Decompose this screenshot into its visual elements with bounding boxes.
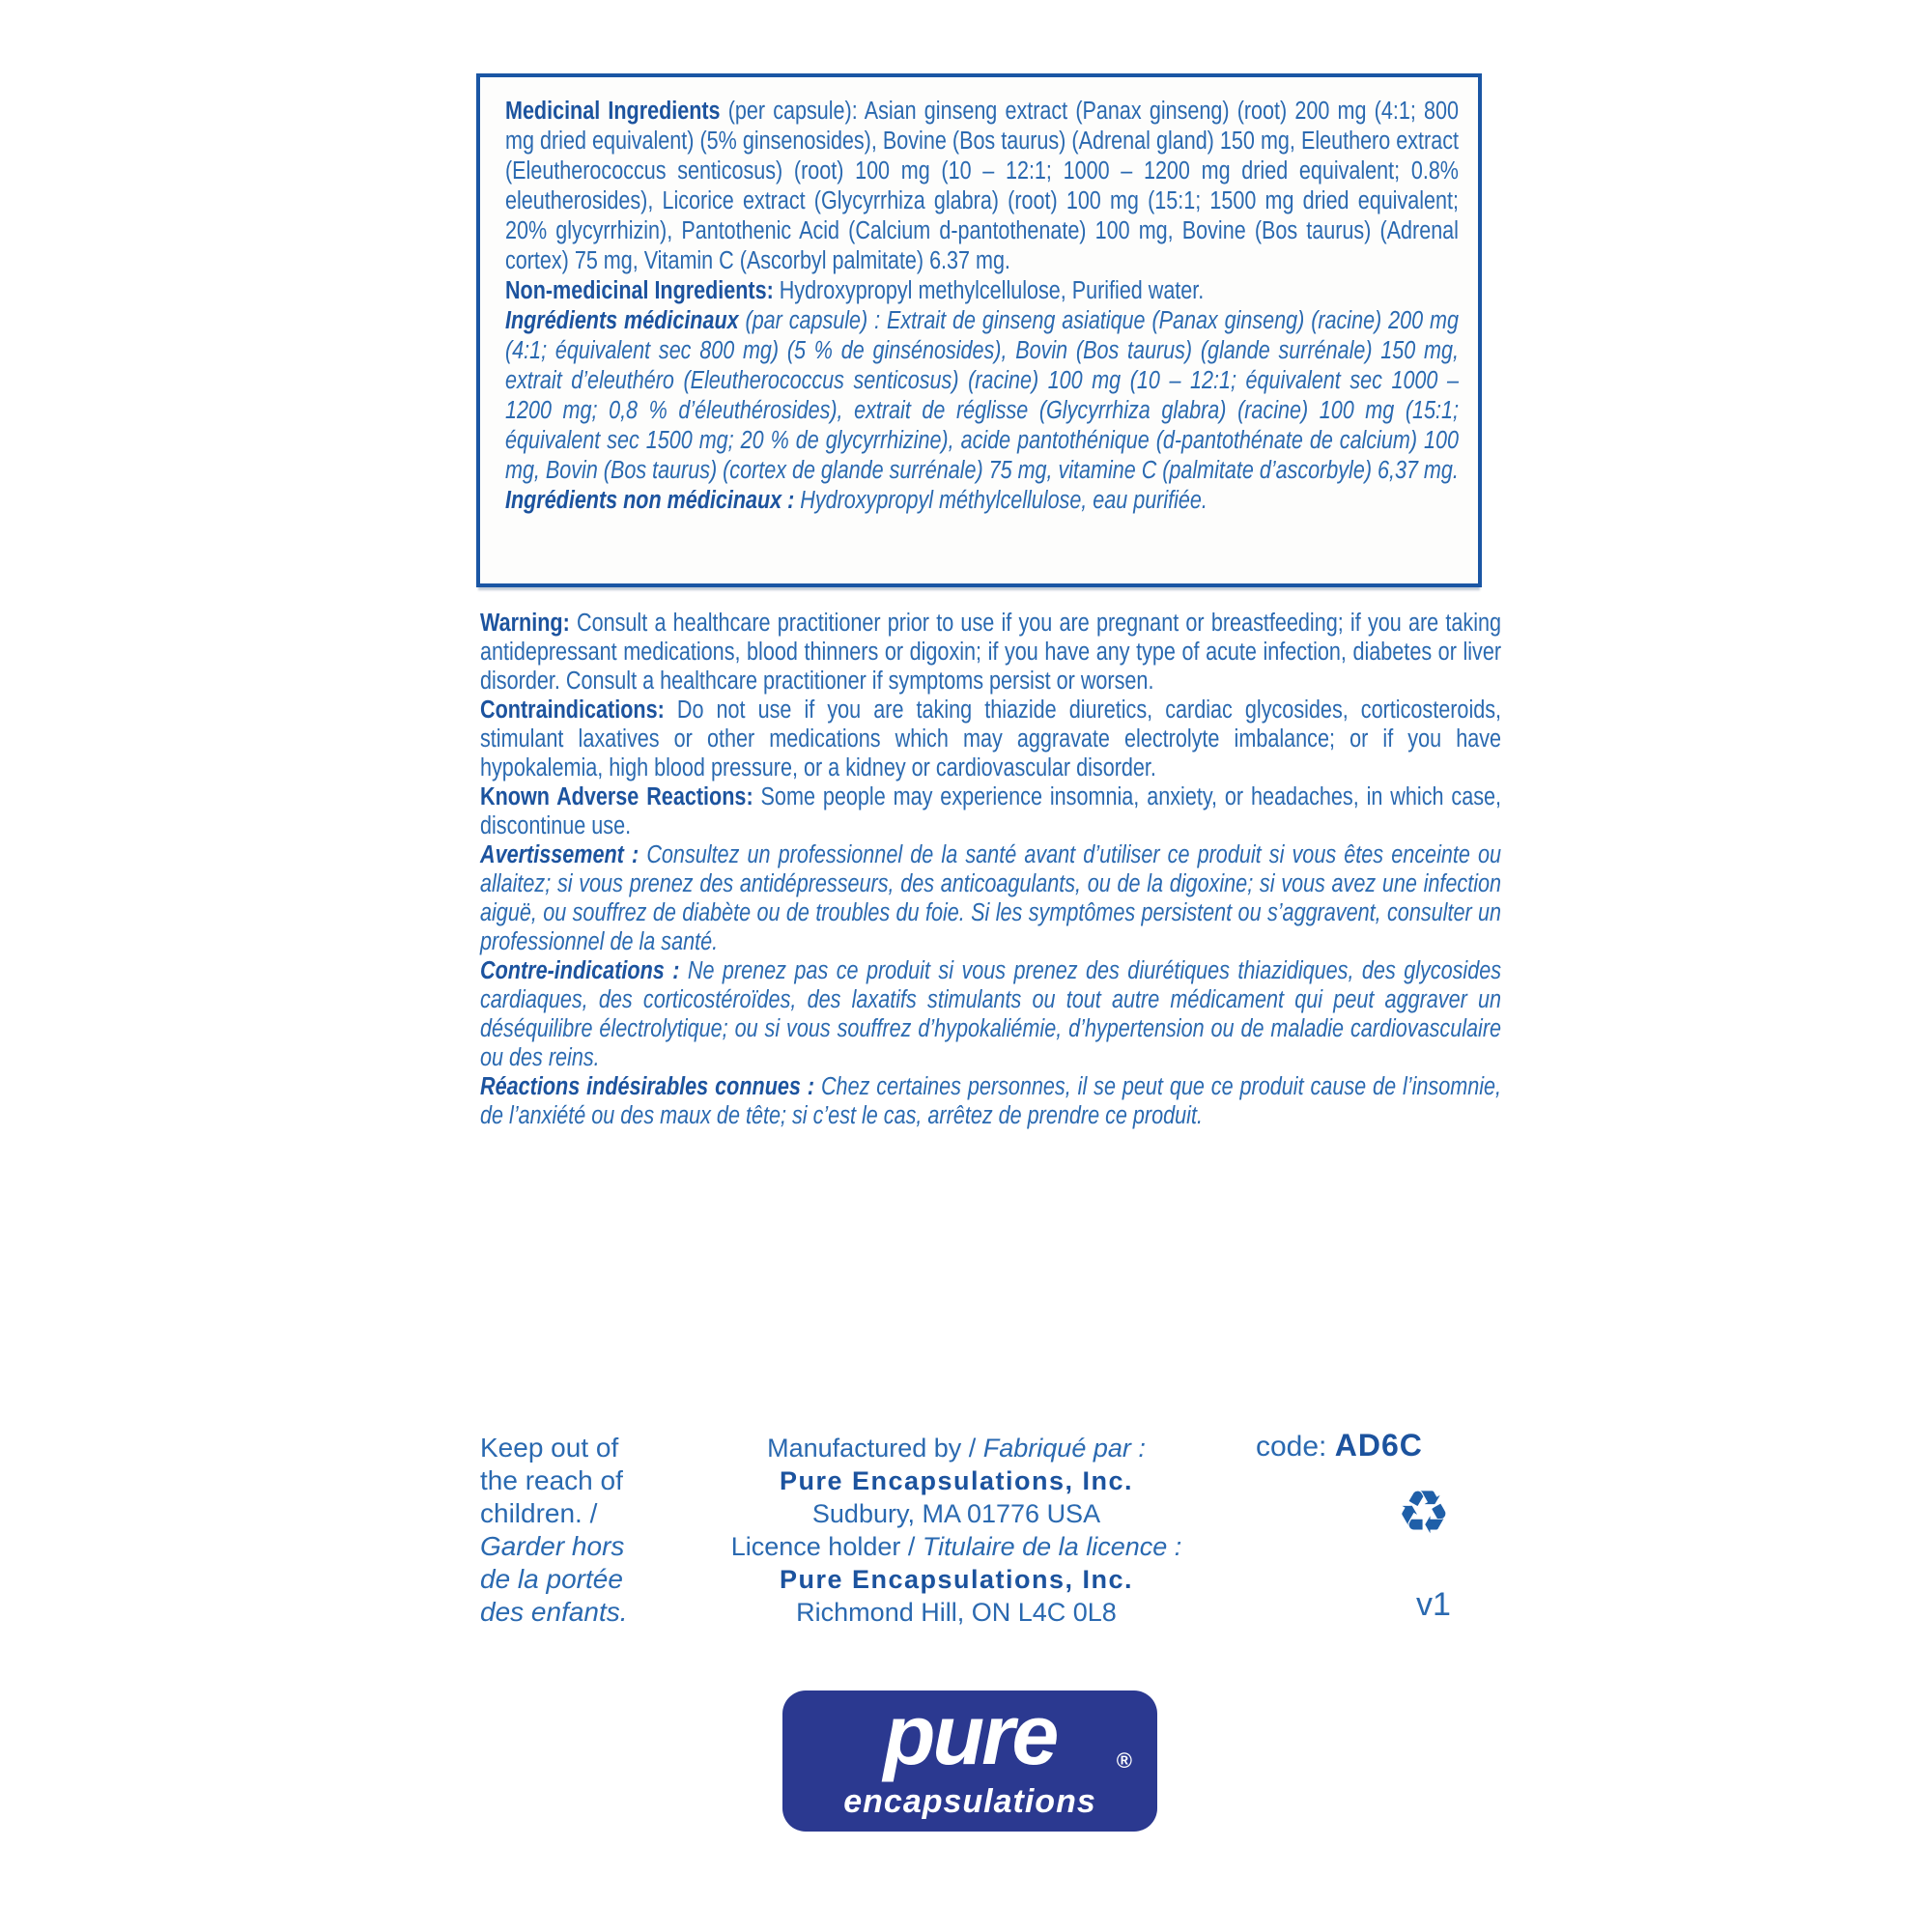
logo-wordmark-encapsulations: encapsulations [843,1783,1096,1820]
warnings-block [480,609,1500,1208]
product-code-label: code: [1256,1431,1327,1463]
section-body: Consultez un professionnel de la santé avant d’utiliser ce produit si vous êtes enceinte ou allaitez; si vous prenez des antidépresseurs, des anticoagulants, ou de la digoxine; si vous avez une infection aiguë, ou souffrez de diabète ou de troubles du foie. Si les symptômes persistent ou s’aggravent, consulter un professionnel de la santé. [480,841,1502,955]
keep-out-line-fr: Garder hors [480,1531,625,1561]
section-heading: Contraindications: [480,696,665,724]
ingredients-box [476,73,1482,587]
ingredients-paragraph [505,97,1459,276]
section-body: (par capsule) : Extrait de ginseng asiatique (Panax ginseng) (racine) 200 mg (4:1; équivalent sec 800 mg) (5 % de ginsénosides), Bovin (Bos taurus) (glande surrénale) 150 mg, extrait d’eleuthéro (Eleutherococcus senticosus) (racine) 100 mg (10 – 12:1; équivalent sec 1000 – 1200 mg; 0,8 % d’éleuthérosides), extrait de réglisse (Glycyrrhiza glabra) (racine) 100 mg (15:1; équivalent sec 1500 mg; 20 % de glycyrrhizine), acide pantothénique (d-pantothénate de calcium) 100 mg, Bovin (Bos taurus) (cortex de glande surrénale) 75 mg, vitamine C (palmitate d’ascorbyle) 6,37 mg. [505,307,1459,484]
section-body: Consult a healthcare practitioner prior to use if you are pregnant or breastfeeding; if you are taking antidepressant medications, blood thinners or digoxin; if you have any type of acute infection, diabetes or liver disorder. Consult a healthcare practitioner if symptoms persist or worsen. [480,610,1502,695]
product-code [1256,1428,1423,1463]
keep-out-line: children. / [480,1498,598,1528]
warning-paragraph [480,782,1501,840]
manufacturer-name: Pure Encapsulations, Inc. [779,1466,1134,1495]
section-body: Some people may experience insomnia, anxiety, or headaches, in which case, discontinue use. [480,783,1502,839]
section-body: Do not use if you are taking thiazide diuretics, cardiac glycosides, corticosteroids, stimulant laxatives or other medications which may aggravate electrolyte imbalance; or if you have hypokalemia, high blood pressure, or a kidney or cardiovascular disorder. [480,696,1502,781]
section-body: Hydroxypropyl méthylcellulose, eau purifiée. [794,487,1208,514]
section-heading: Warning: [480,610,570,637]
version-label: v1 [1416,1586,1451,1623]
section-heading: Known Adverse Reactions: [480,783,753,810]
warning-paragraph [480,840,1501,956]
warning-paragraph [480,956,1501,1072]
manufactured-by-line [667,1432,1246,1464]
manufactured-by-fr: Fabriqué par : [982,1434,1146,1463]
section-body: (per capsule): Asian ginseng extract (Panax ginseng) (root) 200 mg (4:1; 800 mg dried equivalent) (5% ginsenosides), Bovine (Bos taurus) (Adrenal gland) 150 mg, Eleuthero extract (Eleutherococcus senticosus) (root) 100 mg (10 – 12:1; 1000 – 1200 mg dried equivalent; 0.8% eleutherosides), Licorice extract (Glycyrrhiza glabra) (root) 100 mg (15:1; 1500 mg dried equivalent; 20% glycyrrhizin), Pantothenic Acid (Calcium d-pantothenate) 100 mg, Bovine (Bos taurus) (Adrenal cortex) 75 mg, Vitamin C (Ascorbyl palmitate) 6.37 mg. [505,98,1459,274]
ingredients-paragraph [505,486,1459,516]
licence-holder-en: Licence holder / [730,1532,923,1561]
section-heading: Contre-indications : [480,957,680,984]
keep-out-line: Keep out of [480,1433,619,1463]
keep-out-line-fr: de la portée [480,1564,623,1594]
keep-out-line-fr: des enfants. [480,1597,628,1627]
section-heading: Ingrédients non médicinaux : [505,487,795,514]
manufacturer-block [667,1432,1246,1629]
section-heading: Avertissement : [480,841,639,868]
logo-wordmark-pure: pure [883,1687,1057,1782]
warning-paragraph [480,696,1501,782]
pure-encapsulations-logo [782,1687,1157,1832]
keep-out-line: the reach of [480,1465,623,1495]
section-heading: Ingrédients médicinaux [505,307,739,334]
section-body: Hydroxypropyl methylcellulose, Purified water. [773,277,1205,304]
section-heading: Medicinal Ingredients [505,98,721,125]
section-heading: Réactions indésirables connues : [480,1073,815,1100]
registered-trademark-icon: ® [1116,1748,1132,1773]
recycle-icon: ♻ [1397,1480,1451,1547]
ingredients-paragraph [505,306,1459,486]
licence-holder-line [667,1530,1246,1563]
section-heading: Non-medicinal Ingredients: [505,277,774,304]
warning-paragraph [480,1072,1501,1130]
manufactured-by-en: Manufactured by / [767,1434,983,1463]
manufacturer-address: Sudbury, MA 01776 USA [811,1499,1101,1528]
ingredients-paragraph [505,276,1459,306]
licence-holder-address: Richmond Hill, ON L4C 0L8 [796,1598,1117,1627]
licence-holder-name: Pure Encapsulations, Inc. [779,1565,1134,1594]
ingredients-text [505,97,1459,516]
section-body: Ne prenez pas ce produit si vous prenez des diurétiques thiazidiques, des glycosides cardiaques, des corticostéroïdes, des laxatifs stimulants ou tout autre médicament qui peut aggraver un déséquilibre électrolytique; ou si vous souffrez d’hypokaliémie, d’hypertension ou de maladie cardiovasculaire ou des reins. [480,957,1502,1071]
warning-paragraph [480,609,1501,696]
warnings-text [480,609,1501,1130]
licence-holder-fr: Titulaire de la licence : [922,1532,1182,1561]
product-code-value: AD6C [1334,1428,1423,1463]
section-body: Chez certaines personnes, il se peut que ce produit cause de l’insomnie, de l’anxiété ou des maux de tête; si c’est le cas, arrêtez de prendre ce produit. [480,1073,1502,1129]
